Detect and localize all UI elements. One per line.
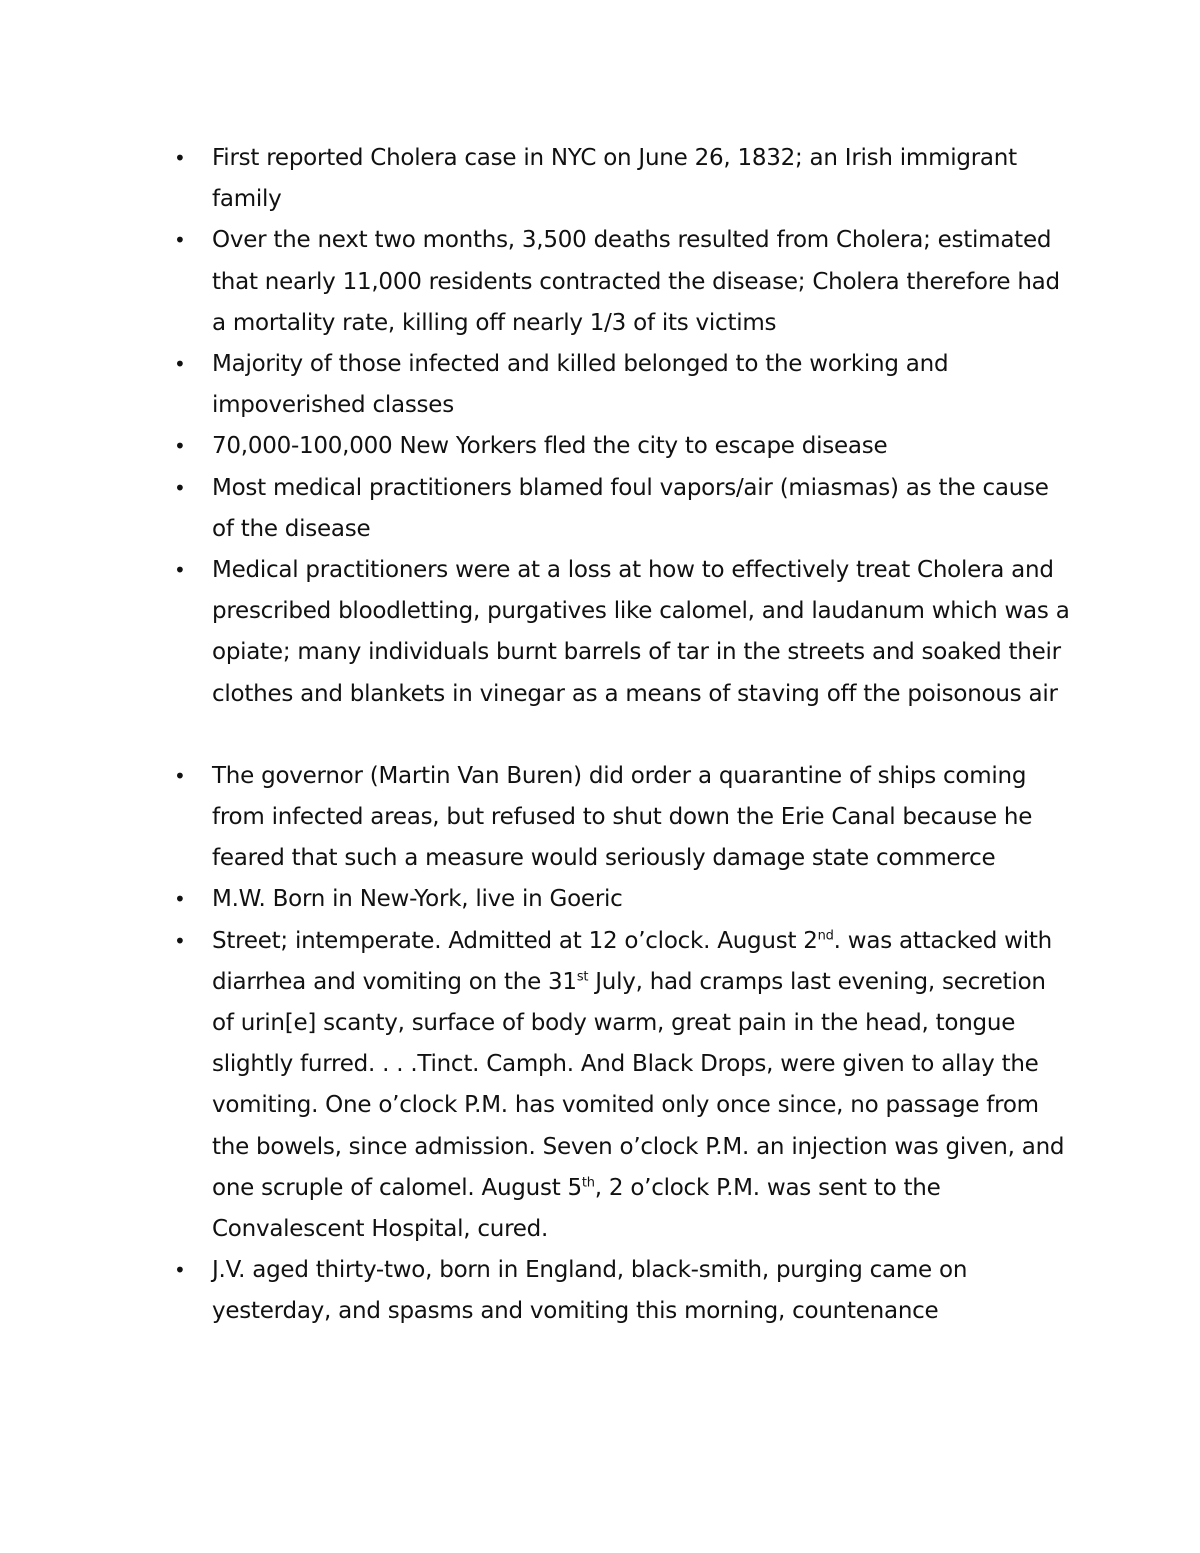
list-item [0,344,1200,426]
list-item-text: M.W. Born in New-York, live in Goeric [212,886,623,913]
text-run: . was attacked with diarrhea and vomiting on the 31 [212,927,1052,995]
text-run: July, had cramps last evening, secretion of urin[e] scanty, surface of body warm, great pain in the head, tongue slightly furred. . . .Tinct. Camph. And Black Drops, were given to allay the vomiting. One o’clock P.M. has vomited only once since, no passage from the bowels, since admission. Seven o’clock P.M. an injection was given, and one scruple of calomel. August 5 [212,968,1065,1201]
bullet-glyph: • [174,558,186,583]
list-item [0,1250,1200,1332]
bullet-glyph: • [174,475,186,500]
bullet-glyph: • [174,352,186,377]
bullet-glyph: • [174,928,186,953]
text-run: , 2 o’clock P.M. was sent to the Convalescent Hospital, cured. [212,1174,941,1243]
list-item [0,879,1200,920]
bullet-list [0,138,1200,1333]
list-item-text: Most medical practitioners blamed foul vapors/air (miasmas) as the cause of the disease [212,474,1049,542]
list-item [0,426,1200,467]
bullet-glyph: • [174,146,186,170]
superscript-ordinal: nd [817,928,834,943]
list-item-text: J.V. aged thirty-two, born in England, black-smith, purging came on yesterday, and spasms and vomiting this morning, countenance [212,1257,968,1325]
bullet-glyph: • [174,1258,186,1283]
bullet-glyph: • [174,887,186,912]
list-item-text: Over the next two months, 3,500 deaths resulted from Cholera; estimated that nearly 11,000 residents contracted the disease; Cholera therefore had a mortality rate, killing off nearly 1/3 of its victims [212,227,1060,336]
bullet-glyph: • [174,434,186,459]
bullet-glyph: • [174,228,186,253]
superscript-ordinal: st [576,969,589,985]
superscript-ordinal: th [581,1175,595,1191]
list-item [0,756,1200,880]
list-item [0,468,1200,550]
list-item-text: 70,000-100,000 New Yorkers fled the city to escape disease [212,433,888,460]
list-item-text: First reported Cholera case in NYC on June 26, 1832; an Irish immigrant family [212,145,1017,213]
list-item-text [212,921,1070,1251]
list-item-text: Majority of those infected and killed belonged to the working and impoverished classes [212,351,949,419]
list-item-text: The governor (Martin Van Buren) did order a quarantine of ships coming from infected areas, but refused to shut down the Erie Canal because he feared that such a measure would seriously damage state commerce [212,762,1033,872]
list-item-text: Medical practitioners were at a loss at how to effectively treat Cholera and prescribed bloodletting, purgatives like calomel, and laudanum which was a opiate; many individuals burnt barrels of tar in the streets and soaked their clothes and blankets in vinegar as a means of staving off the poisonous air [212,557,1070,707]
list-item [0,138,1200,220]
list-item [0,550,1200,715]
text-run: Street; intemperate. Admitted at 12 o’clock. August 2 [212,927,818,954]
bullet-glyph: • [174,763,186,788]
list-item [0,220,1200,344]
list-item [0,921,1200,1251]
